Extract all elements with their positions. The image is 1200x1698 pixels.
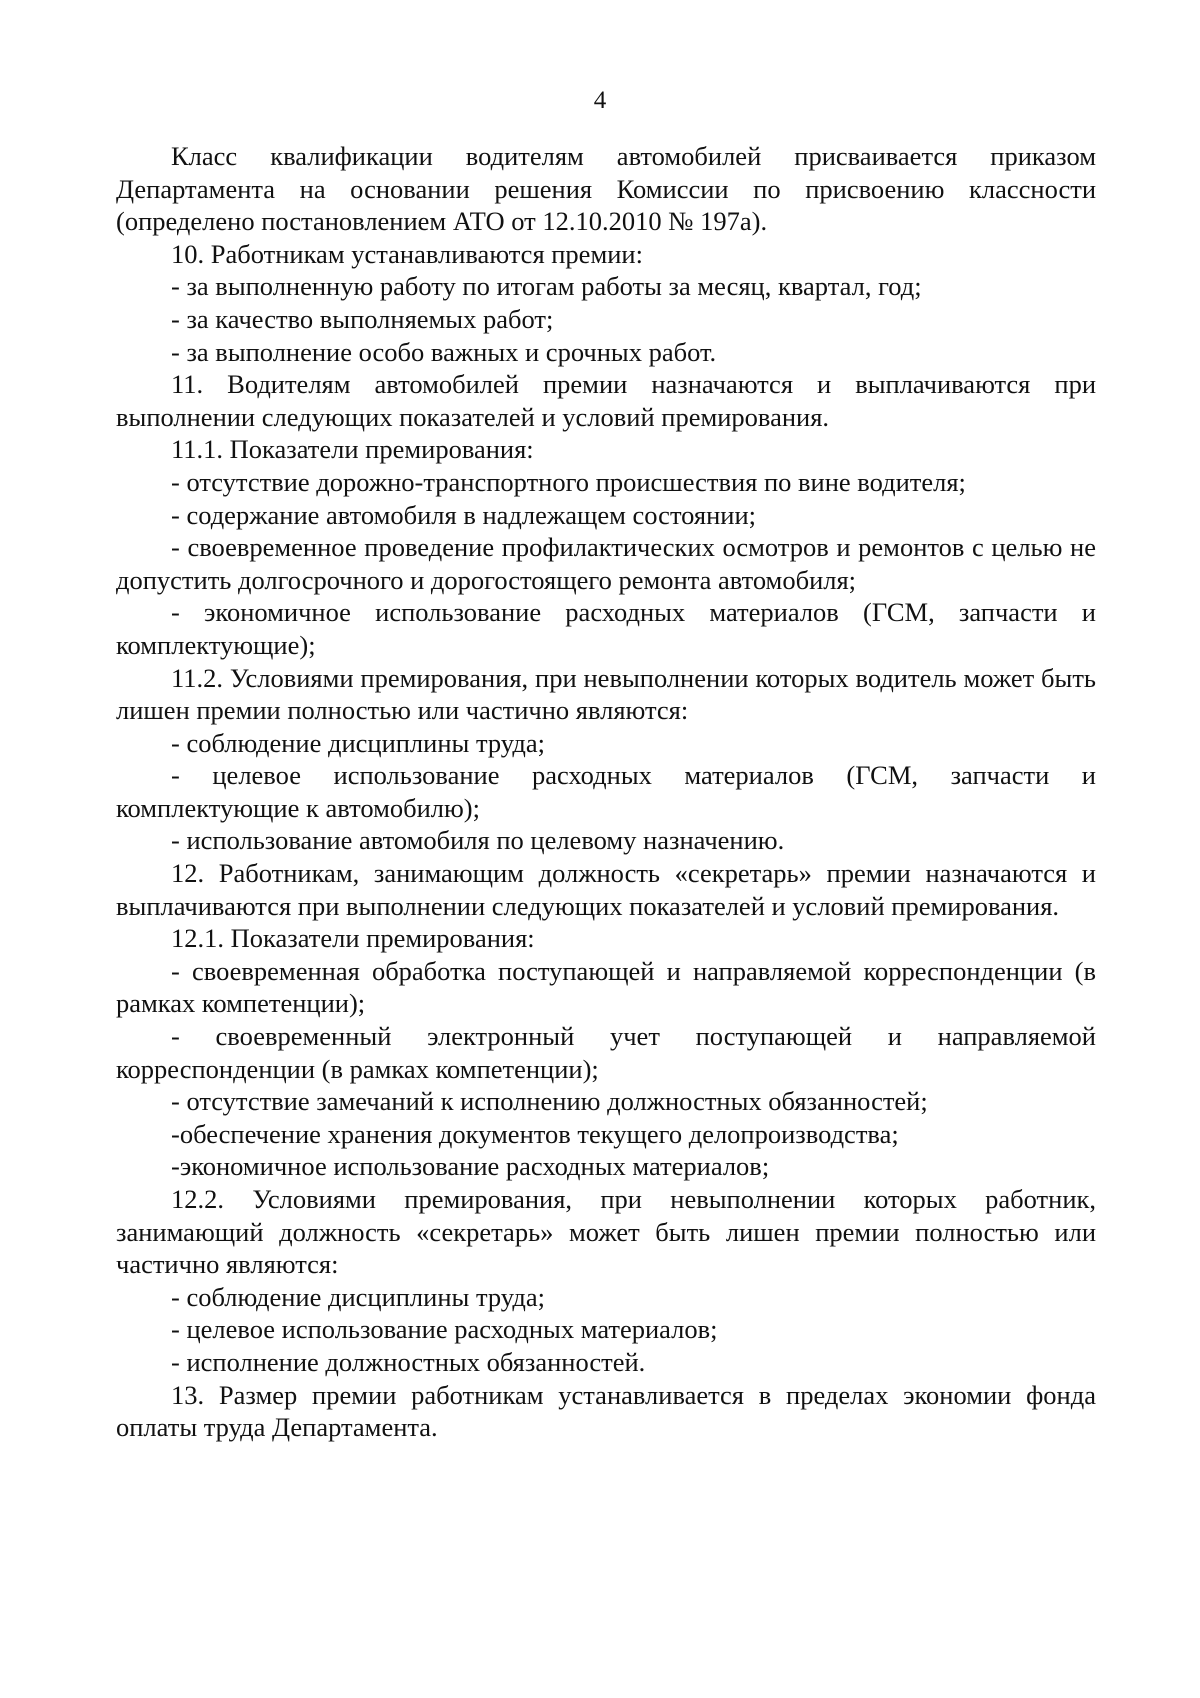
- paragraph: - использование автомобиля по целевому назначению.: [171, 825, 785, 856]
- paragraph: - своевременный электронный учет поступающей и направляемой корреспонденции (в рамках компетенции);: [116, 1021, 1096, 1084]
- paragraph: -обеспечение хранения документов текущего делопроизводства;: [171, 1118, 899, 1149]
- paragraph: 10. Работникам устанавливаются премии:: [171, 238, 643, 269]
- paragraph: Класс квалификации водителям автомобилей присваивается приказом Департамента на основании решения Комиссии по присвоению классности (определено постановлением АТО от 12.10.2010 № 197а).: [116, 141, 1096, 237]
- paragraph: - за качество выполняемых работ;: [171, 303, 554, 334]
- document-body: [116, 140, 1096, 1444]
- paragraph: -экономичное использование расходных материалов;: [171, 1151, 770, 1182]
- paragraph: - целевое использование расходных материалов (ГСМ, запчасти и комплектующие к автомобилю);: [116, 760, 1096, 823]
- paragraph: 12. Работникам, занимающим должность «секретарь» премии назначаются и выплачиваются при выполнении следующих показателей и условий премирования.: [116, 858, 1096, 921]
- paragraph: - соблюдение дисциплины труда;: [171, 727, 545, 758]
- paragraph: - отсутствие замечаний к исполнению должностных обязанностей;: [171, 1086, 928, 1117]
- paragraph: 12.1. Показатели премирования:: [171, 923, 535, 954]
- paragraph: 11. Водителям автомобилей премии назначаются и выплачиваются при выполнении следующих показателей и условий премирования.: [116, 369, 1096, 432]
- paragraph: - содержание автомобиля в надлежащем состоянии;: [171, 499, 757, 530]
- paragraph: - за выполненную работу по итогам работы за месяц, квартал, год;: [171, 271, 922, 302]
- paragraph: - экономичное использование расходных материалов (ГСМ, запчасти и комплектующие);: [116, 597, 1096, 660]
- paragraph: - своевременная обработка поступающей и направляемой корреспонденции (в рамках компетенции);: [116, 955, 1096, 1019]
- paragraph: - целевое использование расходных материалов;: [171, 1314, 718, 1345]
- paragraph: 11.1. Показатели премирования:: [171, 434, 534, 465]
- paragraph: 11.2. Условиями премирования, при невыполнении которых водитель может быть лишен премии полностью или частично являются:: [116, 662, 1096, 726]
- paragraph: - соблюдение дисциплины труда;: [171, 1281, 545, 1312]
- paragraph: - отсутствие дорожно-транспортного происшествия по вине водителя;: [171, 466, 966, 497]
- paragraph: 12.2. Условиями премирования, при невыполнении которых работник, занимающий должность «секретарь» может быть лишен премии полностью или частично являются:: [116, 1184, 1096, 1280]
- page-number: 4: [593, 87, 607, 114]
- paragraph: - своевременное проведение профилактических осмотров и ремонтов с целью не допустить долгосрочного и дорогостоящего ремонта автомобиля;: [116, 532, 1096, 595]
- paragraph: 13. Размер премии работникам устанавливается в пределах экономии фонда оплаты труда Департамента.: [116, 1379, 1096, 1443]
- paragraph: - исполнение должностных обязанностей.: [171, 1346, 646, 1377]
- paragraph: - за выполнение особо важных и срочных работ.: [171, 336, 717, 367]
